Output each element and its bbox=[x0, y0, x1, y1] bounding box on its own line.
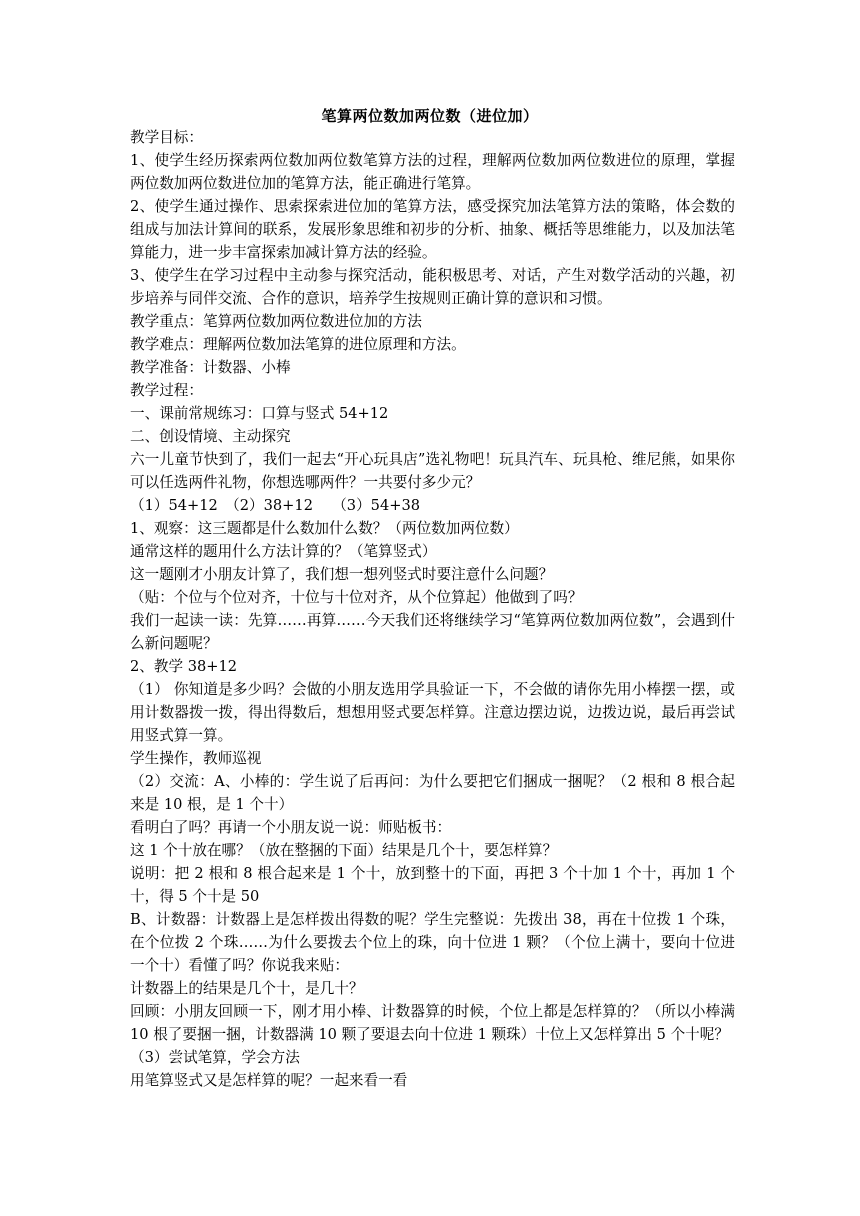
paragraph: B、计数器：计数器上是怎样拨出得数的呢？学生完整说：先拨出 38，再在十位拨 1 个珠，在个位拨 2 个珠……为什么要拨去个位上的珠，向十位进 1 颗？（个位上满十，要向十位进一个十）看懂了吗？你说我来贴： bbox=[130, 911, 735, 974]
paragraph: （贴：个位与个位对齐，十位与十位对齐，从个位算起）他做到了吗？ bbox=[130, 589, 583, 606]
paragraph: 教学难点：理解两位数加法笔算的进位原理和方法。 bbox=[130, 336, 466, 353]
document-body bbox=[130, 126, 740, 1092]
paragraph: 1、观察：这三题都是什么数加什么数？（两位数加两位数） bbox=[130, 520, 519, 537]
paragraph: （1）54+12 （2）38+12 （3）54+38 bbox=[130, 497, 421, 514]
paragraph: 计数器上的结果是几个十，是几十？ bbox=[130, 980, 364, 997]
paragraph: 回顾：小朋友回顾一下，刚才用小棒、计数器算的时候，个位上都是怎样算的？（所以小棒满 10 根了要捆一捆，计数器满 10 颗了要退去向十位进 1 颗珠）十位上又怎样算出 5 个十呢？ bbox=[130, 1003, 740, 1043]
paragraph: 2、教学 38+12 bbox=[130, 658, 238, 675]
paragraph: 说明：把 2 根和 8 根合起来是 1 个十，放到整十的下面，再把 3 个十加 1 个十，再加 1 个十，得 5 个十是 50 bbox=[130, 865, 735, 905]
document-title: 笔算两位数加两位数（进位加） bbox=[321, 107, 539, 125]
paragraph: 通常这样的题用什么方法计算的？（笔算竖式） bbox=[130, 543, 437, 560]
paragraph: 1、使学生经历探索两位数加两位数笔算方法的过程，理解两位数加两位数进位的原理，掌握两位数加两位数进位加的笔算方法，能正确进行笔算。 bbox=[130, 152, 735, 192]
paragraph: 教学目标： bbox=[130, 129, 203, 146]
paragraph: 看明白了吗？再请一个小朋友说一说：师贴板书： bbox=[130, 819, 452, 836]
paragraph: 教学过程： bbox=[130, 382, 203, 399]
paragraph: 一、课前常规练习：口算与竖式 54+12 bbox=[130, 405, 389, 422]
paragraph: 教学准备：计数器、小棒 bbox=[130, 359, 291, 376]
paragraph: （2）交流：A、小棒的：学生说了后再问：为什么要把它们捆成一捆呢？（2 根和 8 根合起来是 10 根，是 1 个十） bbox=[130, 773, 735, 813]
paragraph: 我们一起读一读：先算……再算……今天我们还将继续学习“笔算两位数加两位数”，会遇到什么新问题呢？ bbox=[130, 612, 735, 652]
paragraph: 3、使学生在学习过程中主动参与探究活动，能积极思考、对话，产生对数学活动的兴趣，初步培养与同伴交流、合作的意识，培养学生按规则正确计算的意识和习惯。 bbox=[130, 267, 735, 307]
paragraph: 这一题刚才小朋友计算了，我们想一想列竖式时要注意什么问题？ bbox=[130, 566, 554, 583]
paragraph: 这 1 个十放在哪？（放在整捆的下面）结果是几个十，要怎样算？ bbox=[130, 842, 558, 859]
paragraph: （1） 你知道是多少吗？会做的小朋友选用学具验证一下，不会做的请你先用小棒摆一摆，或用计数器拨一拨，得出得数后，想想用竖式要怎样算。注意边摆边说，边拨边说，最后再尝试用竖式算一算。 bbox=[130, 681, 735, 744]
paragraph: 学生操作，教师巡视 bbox=[130, 750, 262, 767]
paragraph: 2、使学生通过操作、思索探索进位加的笔算方法，感受探究加法笔算方法的策略，体会数的组成与加法计算间的联系，发展形象思维和初步的分析、抽象、概括等思维能力，以及加法笔算能力，进一步丰富探索加减计算方法的经验。 bbox=[130, 198, 735, 261]
paragraph: 六一儿童节快到了，我们一起去“开心玩具店”选礼物吧！玩具汽车、玩具枪、维尼熊，如果你可以任选两件礼物，你想选哪两件？一共要付多少元？ bbox=[130, 451, 735, 491]
paragraph: （3）尝试笔算，学会方法 bbox=[130, 1049, 300, 1066]
paragraph: 二、创设情境、主动探究 bbox=[130, 428, 291, 445]
paragraph: 用笔算竖式又是怎样算的呢？一起来看一看 bbox=[130, 1072, 408, 1089]
paragraph: 教学重点：笔算两位数加两位数进位加的方法 bbox=[130, 313, 422, 330]
